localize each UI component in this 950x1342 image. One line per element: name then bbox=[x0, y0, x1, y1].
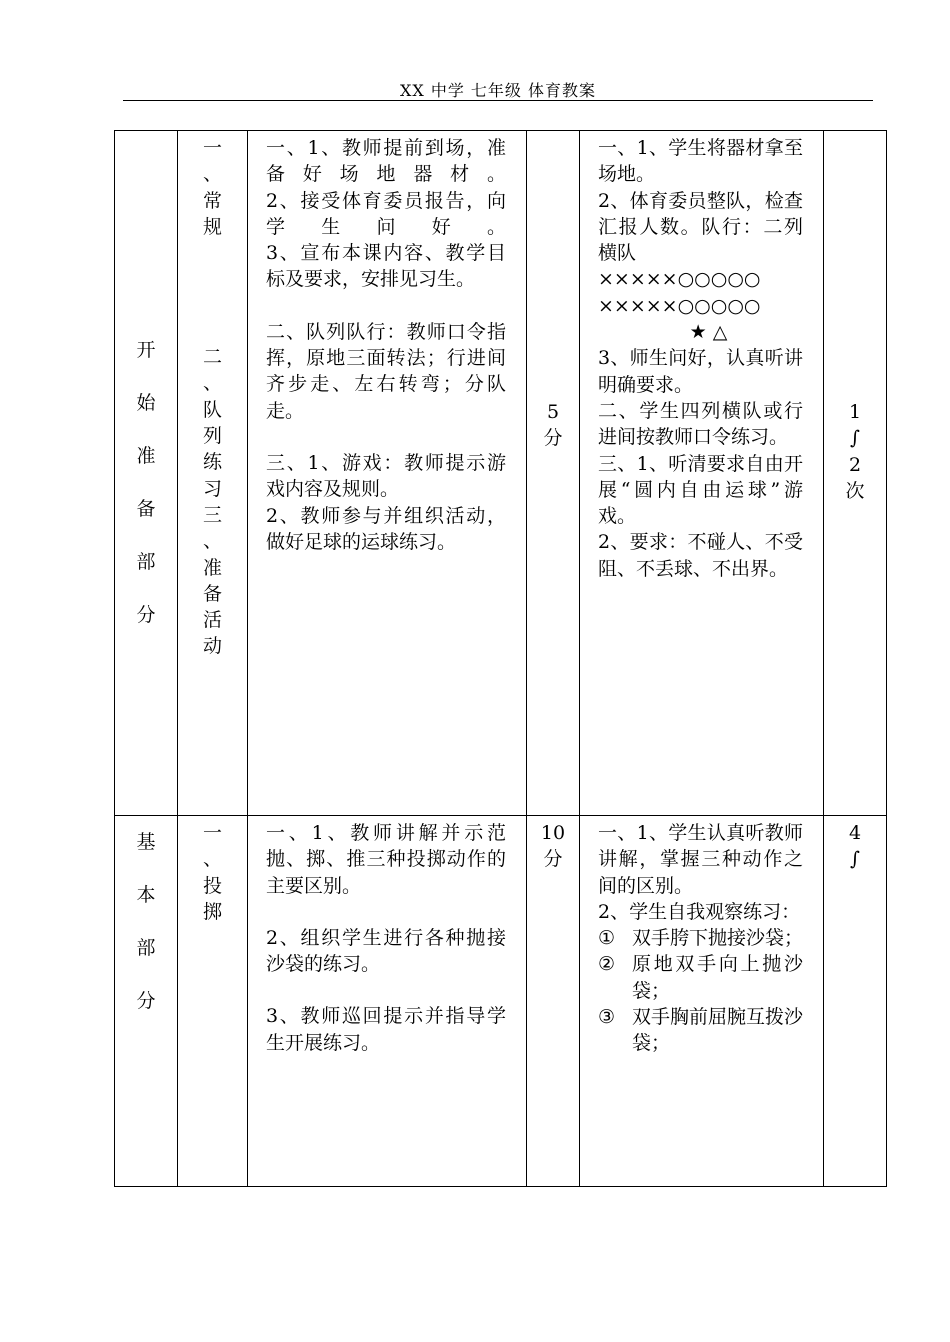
list-item: ② 原地双手向上抛沙袋； bbox=[598, 953, 803, 1002]
student-text: 2、要求：不碰人、不受阻、不丢球、不出界。 bbox=[598, 531, 803, 580]
category-label: 一 、 常 规 二 、 队 列 练 习 三 、 准 备 活 动 bbox=[202, 137, 222, 658]
teacher-activity-cell bbox=[248, 131, 527, 816]
student-text: 二、学生四列横队或行进间按教师口令练习。 bbox=[598, 399, 803, 449]
section-label: 基 本 部 分 bbox=[136, 831, 156, 1012]
table-row-main bbox=[115, 816, 887, 1187]
time-value: 5 bbox=[546, 401, 560, 423]
coach-position-mark: ★ △ bbox=[689, 321, 728, 344]
time-unit: 分 bbox=[543, 848, 563, 871]
list-item: ① 双手胯下抛接沙袋； bbox=[598, 927, 804, 950]
times-cell: 1 ∫ 2 次 bbox=[824, 131, 887, 816]
category-cell bbox=[178, 816, 248, 1187]
teacher-text: 3、教师巡回提示并指导学生开展练习。 bbox=[266, 1005, 506, 1054]
list-item: ③ 双手胸前屈腕互拨沙袋； bbox=[598, 1006, 804, 1055]
teacher-text: 三、1、游戏：教师提示游戏内容及规则。 bbox=[266, 451, 506, 501]
section-label: 开 始 准 备 部 分 bbox=[136, 339, 156, 626]
teacher-text: 2、教师参与并组织活动，做好足球的运球练习。 bbox=[266, 504, 506, 553]
time-cell bbox=[527, 816, 580, 1187]
times-cell: 4 ∫ bbox=[824, 816, 887, 1187]
teacher-text: 3、宣布本课内容、教学目标及要求，安排见习生。 bbox=[266, 242, 506, 291]
formation-row: ×××××○○○○○ bbox=[598, 294, 761, 317]
teacher-activity-cell bbox=[248, 816, 527, 1187]
student-text: 一、1、学生将器材拿至场地。 bbox=[598, 137, 803, 186]
section-cell-opening bbox=[115, 131, 178, 816]
formation-row: ×××××○○○○○ bbox=[598, 268, 761, 291]
student-text: 三、1、听清要求自由开展“圆内自由运球”游戏。 bbox=[598, 452, 803, 528]
teacher-text: 一、1、教师讲解并示范抛、掷、推三种投掷动作的主要区别。 bbox=[266, 822, 506, 897]
student-text: 一、1、学生认真听教师讲解，掌握三种动作之间的区别。 bbox=[598, 822, 803, 897]
category-cell bbox=[178, 131, 248, 816]
category-label: 一 、 投 掷 bbox=[202, 822, 222, 923]
page-header: XX 中学 七年级 体育教案 bbox=[399, 81, 597, 100]
student-activity-cell bbox=[580, 816, 824, 1187]
teacher-text: 一、1、教师提前到场，准备好场地器材。 bbox=[266, 137, 506, 186]
lesson-plan-table bbox=[114, 130, 887, 1187]
student-text: 2、体育委员整队，检查汇报人数。队行：二列横队 bbox=[598, 189, 803, 265]
teacher-text: 2、接受体育委员报告，向学生问好。 bbox=[266, 189, 506, 238]
student-text: 2、学生自我观察练习： bbox=[598, 900, 801, 923]
teacher-text: 2、组织学生进行各种抛接沙袋的练习。 bbox=[266, 926, 506, 976]
time-unit: 分 bbox=[543, 427, 563, 450]
section-cell-main bbox=[115, 816, 178, 1187]
header-rule bbox=[123, 100, 873, 101]
student-text: 3、师生问好，认真听讲明确要求。 bbox=[598, 347, 803, 396]
table-row-warmup bbox=[115, 131, 887, 816]
teacher-text: 二、队列队行：教师口令指挥，原地三面转法；行进间齐步走、左右转弯；分队走。 bbox=[266, 320, 506, 422]
student-activity-cell bbox=[580, 131, 824, 816]
time-cell bbox=[527, 131, 580, 816]
time-value: 10 bbox=[540, 822, 566, 844]
